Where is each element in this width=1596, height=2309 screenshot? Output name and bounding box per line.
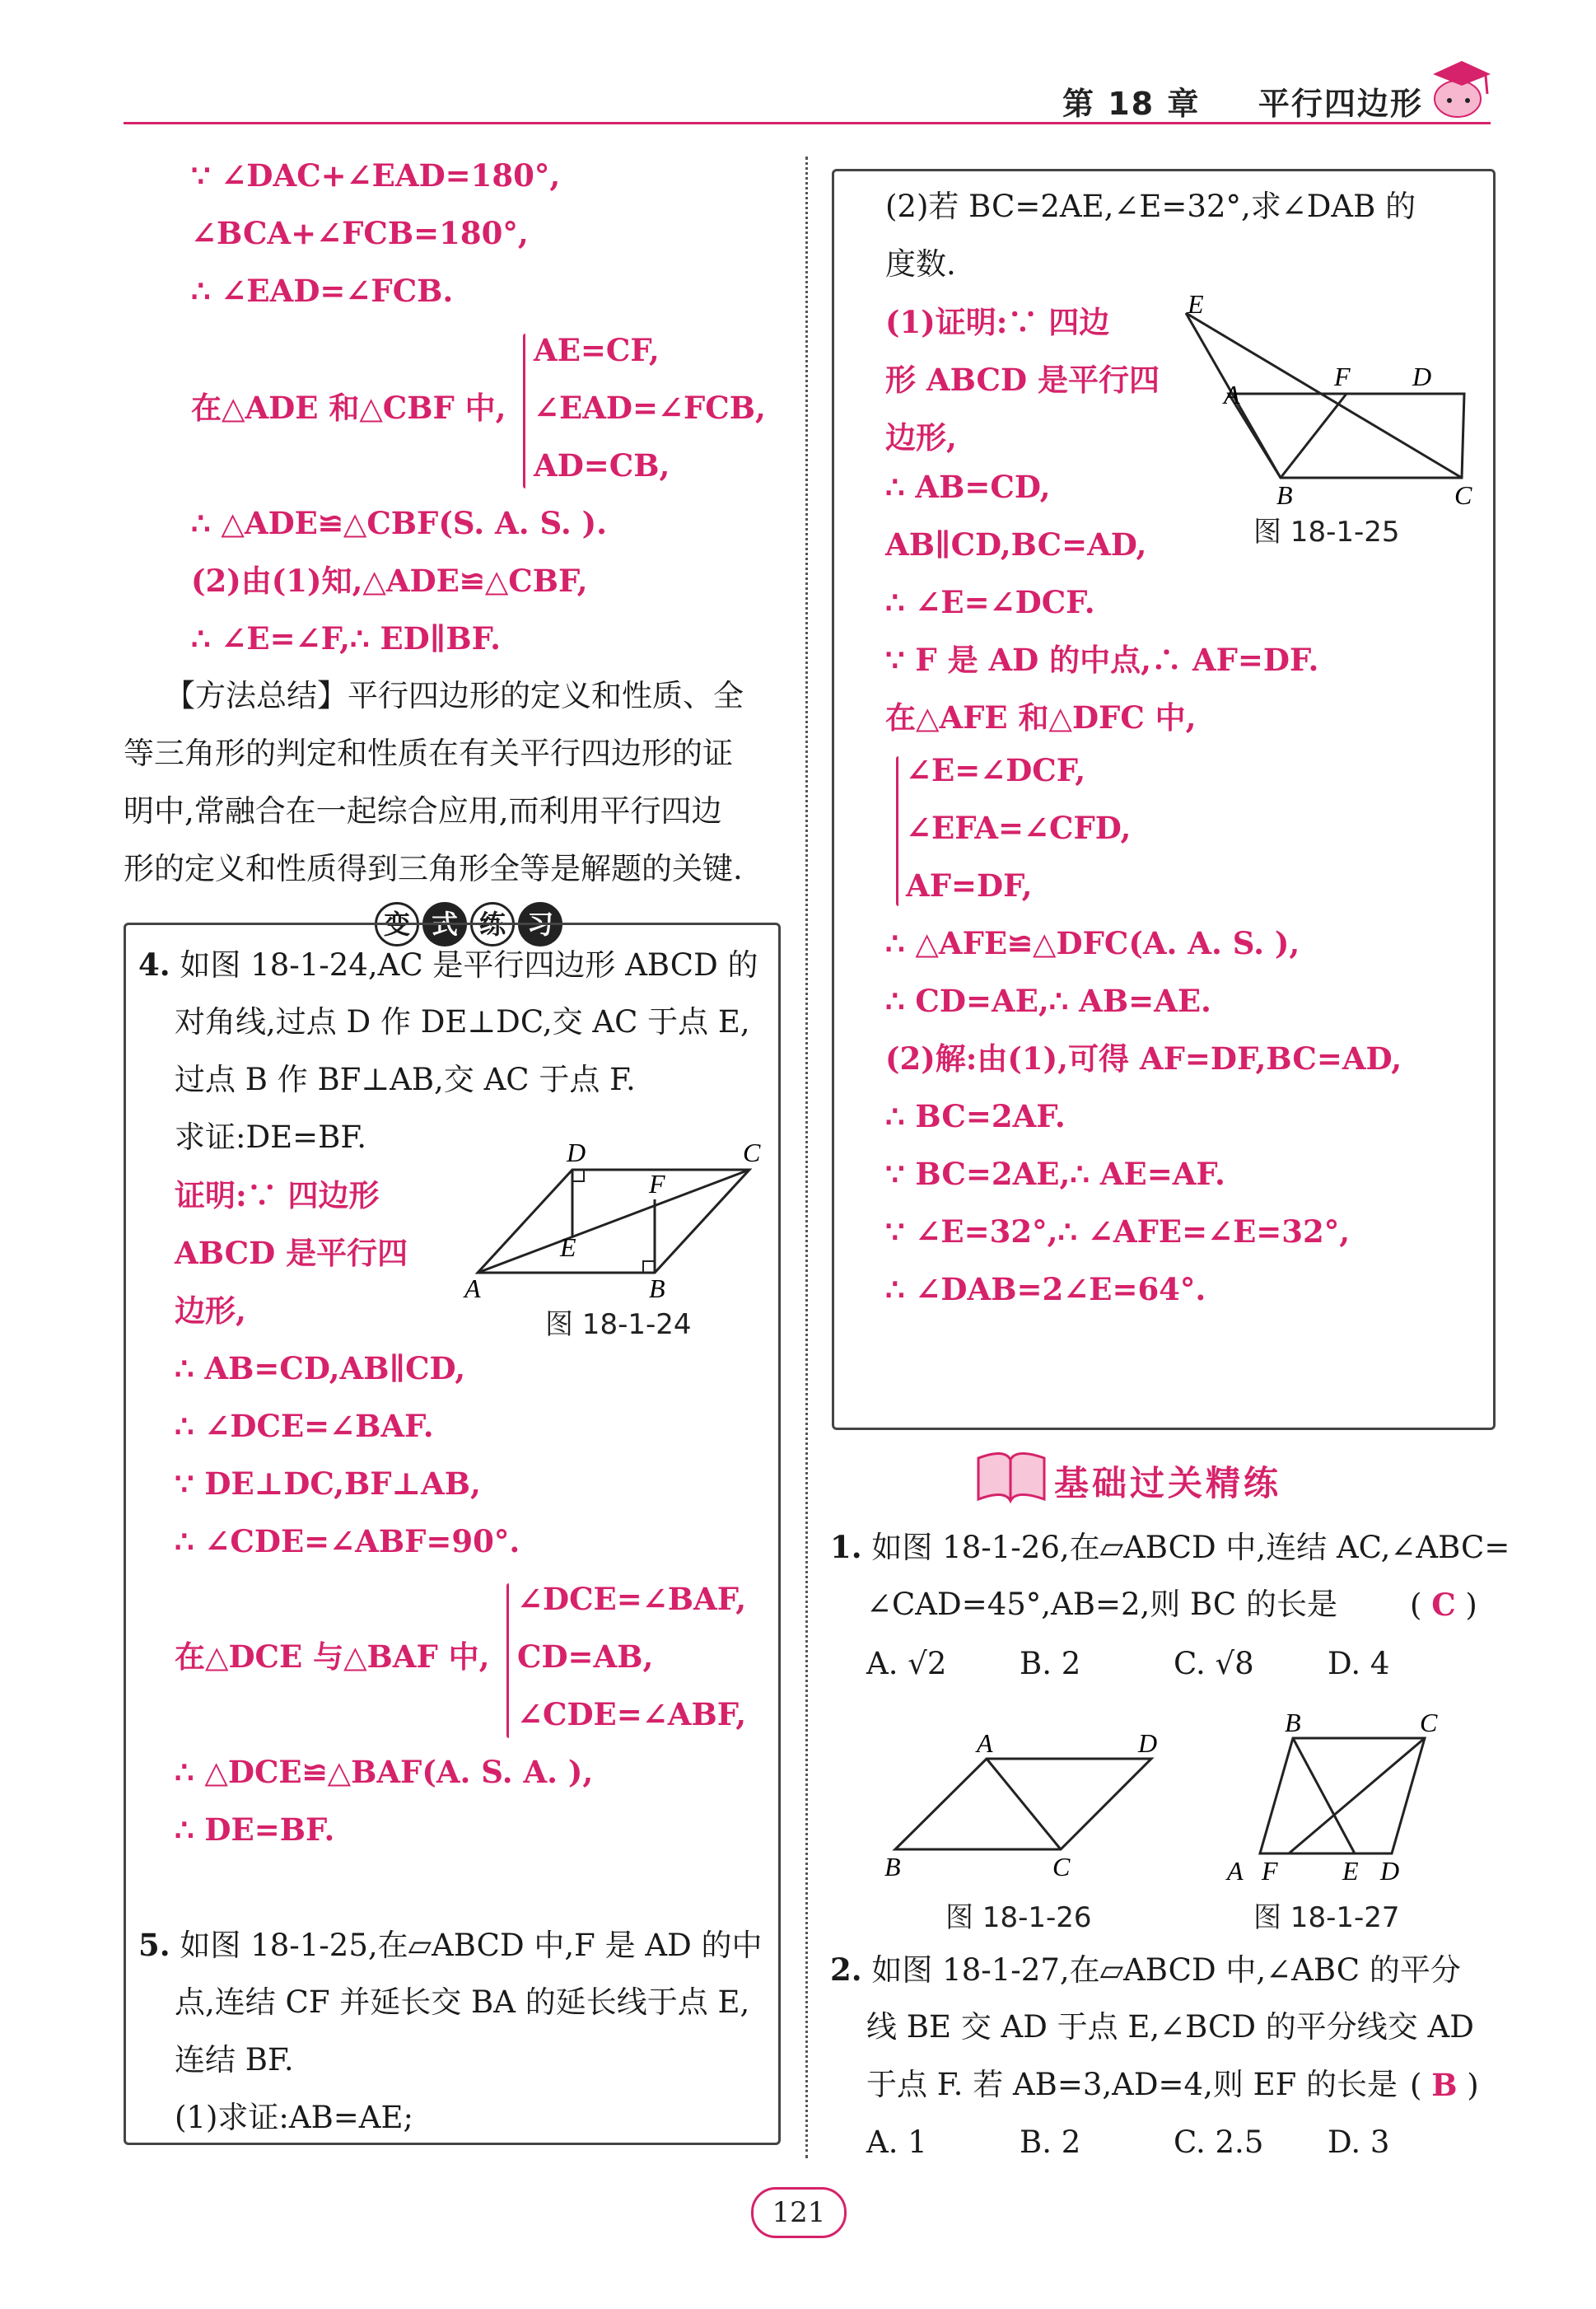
fig-label: E [1342, 1856, 1359, 1886]
text-line: (2)由(1)知,△ADE≌△CBF, [191, 563, 588, 599]
chapter-header [1062, 78, 1423, 124]
text-line: ∵ ∠DAC+∠EAD=180°, [191, 157, 561, 194]
question-text: 过点 B 作 BF⊥AB,交 AC 于点 F. [175, 1062, 636, 1097]
proof-line: ∴ DE=BF. [175, 1811, 335, 1848]
question-text: 如图 18-1-26,在▱ABCD 中,连结 AC,∠ABC= [871, 1530, 1510, 1565]
proof-line: AB∥CD,BC=AD, [885, 526, 1147, 563]
option: A. 1 [866, 2124, 927, 2160]
question-text: (2)若 BC=2AE,∠E=32°,求∠DAB 的 [885, 189, 1416, 224]
proof-line: 证明:∵ 四边形 [175, 1177, 380, 1213]
text-line: ∴ ∠E=∠F,∴ ED∥BF. [191, 620, 502, 657]
figure-18-1-24 [461, 1129, 766, 1318]
fig-label: A [464, 1274, 481, 1303]
fig-label: B [649, 1274, 665, 1303]
question-text: 连结 BF. [175, 2042, 294, 2078]
question-text: 度数. [885, 246, 956, 282]
answer-letter: C [1431, 1587, 1456, 1623]
proof-line: 边形, [175, 1292, 246, 1329]
fig-label: F [649, 1169, 665, 1199]
fig-label: E [1188, 289, 1204, 319]
proof-line: ∴ △AFE≌△DFC(A. A. S. ), [885, 925, 1300, 961]
question-text: 点,连结 CF 并延长交 BA 的延长线于点 E, [175, 1984, 750, 2020]
fig-label: B [1285, 1708, 1301, 1737]
question-text: 如图 18-1-24,AC 是平行四边形 ABCD 的 [180, 947, 758, 983]
proof-line: (2)解:由(1),可得 AF=DF,BC=AD, [885, 1040, 1402, 1077]
option: C. √8 [1174, 1646, 1254, 1681]
option: B. 2 [1020, 1646, 1081, 1681]
system-brace [896, 756, 898, 906]
question-text: 于点 F. 若 AB=3,AD=4,则 EF 的长是 [866, 2067, 1398, 2102]
question-1 [830, 1528, 1510, 1567]
proof-line: ABCD 是平行四 [175, 1235, 408, 1271]
question-text: 如图 18-1-25,在▱ABCD 中,F 是 AD 的中 [180, 1928, 763, 1963]
question-text: ∠CAD=45°,AB=2,则 BC 的长是 [866, 1587, 1337, 1622]
proof-line: ∵ F 是 AD 的中点,∴ AF=DF. [885, 642, 1319, 678]
figure-18-1-26 [873, 1726, 1186, 1891]
system-line: ∠CDE=∠ABF, [517, 1696, 747, 1732]
chapter-label: 第 18 章 [1062, 86, 1201, 122]
question-number: 2. [830, 1951, 862, 1988]
system-line: AF=DF, [906, 867, 1033, 904]
fig-label: C [743, 1138, 761, 1167]
fig-label: C [1052, 1852, 1071, 1881]
question-text: 对角线,过点 D 作 DE⊥DC,交 AC 于点 E, [175, 1004, 750, 1040]
system-line: ∠DCE=∠BAF, [517, 1581, 747, 1617]
proof-line: ∵ ∠E=32°,∴ ∠AFE=∠E=32°, [885, 1213, 1351, 1250]
text-line: ∴ ∠EAD=∠FCB. [191, 273, 454, 309]
proof-line: ∴ ∠CDE=∠ABF=90°. [175, 1523, 520, 1559]
proof-line: ∴ AB=CD, [885, 469, 1051, 505]
proof-line: ∴ AB=CD,AB∥CD, [175, 1350, 466, 1386]
proof-line: ∴ ∠DCE=∠BAF. [175, 1408, 434, 1444]
system-line: CD=AB, [517, 1638, 654, 1675]
question-4 [138, 946, 758, 984]
proof-line: 边形, [885, 419, 957, 456]
figure-caption: 图 18-1-27 [1253, 1901, 1400, 1934]
method-summary-line: 明中,常融合在一起综合应用,而利用平行四边 [124, 793, 722, 829]
question-number: 4. [138, 947, 170, 983]
section-title: 基础过关精练 [1054, 1463, 1282, 1503]
fig-label: D [1412, 362, 1432, 391]
figure-18-1-25 [1178, 288, 1491, 519]
question-2 [830, 1951, 1461, 1989]
fig-label: D [567, 1138, 586, 1167]
option: B. 2 [1020, 2124, 1081, 2160]
page-number: 121 [751, 2187, 847, 2238]
figure-18-1-27 [1219, 1705, 1482, 1886]
system-line: AD=CB, [534, 447, 670, 484]
badge-char: 练 [470, 902, 515, 947]
system-brace [523, 334, 525, 488]
fig-label: F [1262, 1856, 1278, 1886]
fig-label: B [884, 1852, 901, 1881]
fig-label: D [1138, 1728, 1158, 1758]
answer-bracket: ( C ) [1410, 1587, 1477, 1623]
chapter-title: 平行四边形 [1258, 86, 1423, 122]
figure-caption: 图 18-1-25 [1253, 516, 1400, 549]
method-summary-line: 等三角形的判定和性质在有关平行四边形的证 [124, 736, 733, 771]
proof-line: ∴ CD=AE,∴ AB=AE. [885, 983, 1211, 1019]
method-summary-line: 形的定义和性质得到三角形全等是解题的关键. [124, 851, 743, 886]
fig-label: C [1454, 480, 1472, 510]
system-prefix: 在△ADE 和△CBF 中, [191, 390, 506, 426]
question-text: (1)求证:AB=AE; [175, 2100, 413, 2135]
system-prefix: 在△DCE 与△BAF 中, [175, 1638, 490, 1675]
proof-line: ∵ BC=2AE,∴ AE=AF. [885, 1156, 1225, 1192]
proof-line: 形 ABCD 是平行四 [885, 362, 1160, 398]
question-text: 如图 18-1-27,在▱ABCD 中,∠ABC 的平分 [871, 1952, 1461, 1988]
proof-line: 在△AFE 和△DFC 中, [885, 699, 1197, 736]
system-line: ∠E=∠DCF, [906, 752, 1086, 788]
proof-line: ∴ BC=2AF. [885, 1098, 1066, 1134]
badge-char: 习 [518, 902, 562, 947]
answer-letter: B [1431, 2067, 1458, 2103]
proof-line: ∴ ∠DAB=2∠E=64°. [885, 1271, 1206, 1307]
badge-char: 变 [375, 902, 419, 947]
fig-label: F [1334, 362, 1351, 391]
system-line: ∠EAD=∠FCB, [534, 390, 766, 426]
fig-label: C [1420, 1708, 1438, 1737]
question-number: 1. [830, 1529, 862, 1565]
fig-label: A [1227, 1856, 1244, 1886]
header-rule [124, 122, 1491, 124]
question-number: 5. [138, 1927, 170, 1963]
question-text: 求证:DE=BF. [175, 1119, 367, 1155]
system-line: ∠EFA=∠CFD, [906, 810, 1132, 846]
badge-char: 式 [422, 902, 467, 947]
option: D. 4 [1328, 1646, 1390, 1681]
fig-label: D [1380, 1856, 1400, 1886]
column-separator [805, 157, 808, 2158]
option: A. √2 [866, 1646, 947, 1681]
graduation-cap-icon [1416, 51, 1499, 125]
fig-label: A [977, 1728, 993, 1758]
figure-caption: 图 18-1-24 [545, 1308, 692, 1341]
question-text: 线 BE 交 AD 于点 E,∠BCD 的平分线交 AD [866, 2009, 1474, 2045]
proof-line: ∴ △DCE≌△BAF(A. S. A. ), [175, 1754, 594, 1790]
system-line: AE=CF, [534, 332, 660, 368]
figure-caption: 图 18-1-26 [945, 1901, 1092, 1934]
text-line: ∠BCA+∠FCB=180°, [191, 215, 529, 251]
fig-label: A [1224, 380, 1240, 409]
method-summary-line: 【方法总结】平行四边形的定义和性质、全 [165, 678, 744, 713]
option: C. 2.5 [1174, 2124, 1264, 2160]
option: D. 3 [1328, 2124, 1390, 2160]
fig-label: E [560, 1232, 576, 1262]
proof-line: ∴ ∠E=∠DCF. [885, 584, 1095, 620]
question-5 [138, 1926, 763, 1965]
answer-bracket: ( B ) [1410, 2067, 1479, 2103]
fig-label: B [1276, 480, 1293, 510]
text-line: ∴ △ADE≌△CBF(S. A. S. ). [191, 505, 608, 541]
proof-line: (1)证明:∵ 四边 [885, 304, 1110, 340]
proof-line: ∵ DE⊥DC,BF⊥AB, [175, 1465, 481, 1502]
book-icon [972, 1442, 1050, 1507]
system-brace [506, 1583, 509, 1738]
